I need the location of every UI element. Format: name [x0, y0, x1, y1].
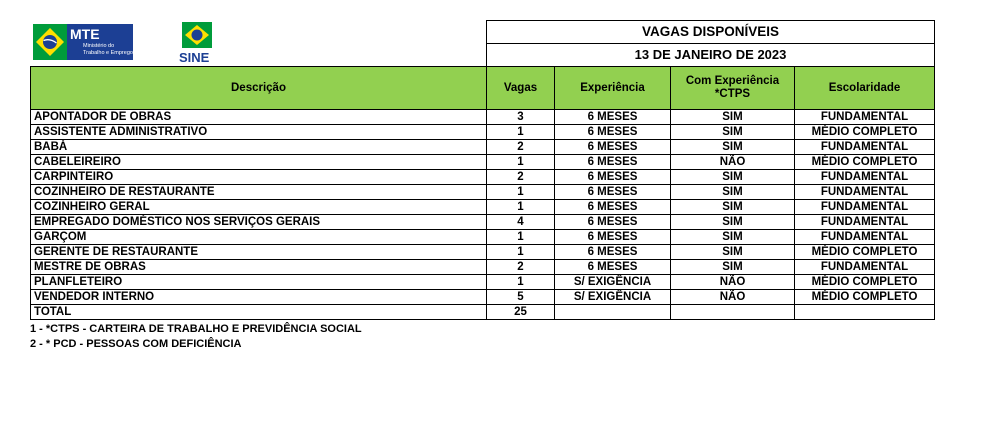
cell-escolaridade: FUNDAMENTAL	[795, 215, 935, 230]
cell-vagas: 1	[487, 185, 555, 200]
cell-experiencia: 6 MESES	[555, 215, 671, 230]
cell-ctps: SIM	[671, 200, 795, 215]
cell-ctps: SIM	[671, 125, 795, 140]
total-empty-cell	[555, 305, 671, 320]
table-row	[31, 125, 935, 140]
table-row	[31, 245, 935, 260]
cell-descricao: PLANFLETEIRO	[31, 275, 487, 290]
cell-vagas: 1	[487, 230, 555, 245]
table-row	[31, 155, 935, 170]
cell-descricao: VENDEDOR INTERNO	[31, 290, 487, 305]
footnotes	[30, 322, 934, 352]
table-row	[31, 170, 935, 185]
page-title: VAGAS DISPONÍVEIS	[487, 21, 934, 44]
mte-logo	[33, 24, 133, 60]
cell-experiencia: 6 MESES	[555, 170, 671, 185]
footnote-pcd: 2 - * PCD - PESSOAS COM DEFICIÊNCIA	[30, 338, 242, 350]
sine-logo-text: SINE	[179, 50, 210, 64]
total-row	[31, 305, 935, 320]
table-row	[31, 185, 935, 200]
cell-experiencia: 6 MESES	[555, 245, 671, 260]
cell-descricao: ASSISTENTE ADMINISTRATIVO	[31, 125, 487, 140]
cell-ctps: SIM	[671, 245, 795, 260]
cell-vagas: 4	[487, 215, 555, 230]
cell-escolaridade: MÉDIO COMPLETO	[795, 125, 935, 140]
table-row	[31, 200, 935, 215]
cell-ctps: SIM	[671, 170, 795, 185]
cell-experiencia: 6 MESES	[555, 260, 671, 275]
cell-descricao: CABELEIREIRO	[31, 155, 487, 170]
cell-escolaridade: FUNDAMENTAL	[795, 200, 935, 215]
cell-vagas: 1	[487, 155, 555, 170]
cell-experiencia: 6 MESES	[555, 140, 671, 155]
table-row	[31, 290, 935, 305]
table-row	[31, 260, 935, 275]
cell-vagas: 2	[487, 260, 555, 275]
cell-ctps: SIM	[671, 260, 795, 275]
cell-escolaridade: MÉDIO COMPLETO	[795, 155, 935, 170]
cell-descricao: COZINHEIRO DE RESTAURANTE	[31, 185, 487, 200]
title-box	[486, 20, 935, 66]
col-escolaridade: Escolaridade	[795, 67, 935, 110]
cell-ctps: NÃO	[671, 155, 795, 170]
table-row	[31, 275, 935, 290]
total-empty-cell	[671, 305, 795, 320]
table-row	[31, 110, 935, 125]
cell-descricao: EMPREGADO DOMÉSTICO NOS SERVIÇOS GERAIS	[31, 215, 487, 230]
table-row	[31, 140, 935, 155]
cell-escolaridade: FUNDAMENTAL	[795, 170, 935, 185]
cell-descricao: CARPINTEIRO	[31, 170, 487, 185]
cell-vagas: 5	[487, 290, 555, 305]
cell-escolaridade: FUNDAMENTAL	[795, 230, 935, 245]
cell-experiencia: 6 MESES	[555, 200, 671, 215]
table-body	[31, 110, 935, 305]
col-vagas: Vagas	[487, 67, 555, 110]
cell-vagas: 1	[487, 245, 555, 260]
cell-vagas: 2	[487, 170, 555, 185]
total-empty-cell	[795, 305, 935, 320]
vacancy-table	[30, 66, 935, 320]
cell-escolaridade: FUNDAMENTAL	[795, 110, 935, 125]
table-header-row	[31, 67, 935, 110]
cell-experiencia: 6 MESES	[555, 110, 671, 125]
table-row	[31, 230, 935, 245]
cell-ctps: NÃO	[671, 275, 795, 290]
cell-vagas: 1	[487, 125, 555, 140]
col-ctps	[671, 67, 795, 110]
cell-vagas: 3	[487, 110, 555, 125]
sheet-header	[30, 20, 934, 66]
cell-escolaridade: FUNDAMENTAL	[795, 140, 935, 155]
vacancy-sheet	[30, 20, 934, 352]
cell-descricao: APONTADOR DE OBRAS	[31, 110, 487, 125]
cell-vagas: 2	[487, 140, 555, 155]
sine-logo	[178, 22, 218, 64]
cell-vagas: 1	[487, 200, 555, 215]
cell-ctps: SIM	[671, 215, 795, 230]
col-ctps-line1: Com Experiência	[685, 75, 780, 87]
cell-descricao: GARÇOM	[31, 230, 487, 245]
cell-ctps: SIM	[671, 185, 795, 200]
total-vagas: 25	[487, 305, 555, 320]
table-row	[31, 215, 935, 230]
cell-descricao: BABÁ	[31, 140, 487, 155]
cell-descricao: MESTRE DE OBRAS	[31, 260, 487, 275]
col-descricao: Descrição	[31, 67, 487, 110]
logos-area	[30, 20, 486, 66]
cell-experiencia: 6 MESES	[555, 185, 671, 200]
cell-ctps: SIM	[671, 230, 795, 245]
col-experiencia: Experiência	[555, 67, 671, 110]
mte-logo-text: MTE	[70, 26, 100, 42]
cell-vagas: 1	[487, 275, 555, 290]
cell-escolaridade: FUNDAMENTAL	[795, 260, 935, 275]
cell-ctps: NÃO	[671, 290, 795, 305]
cell-ctps: SIM	[671, 140, 795, 155]
page-date: 13 DE JANEIRO DE 2023	[634, 47, 787, 62]
mte-logo-sub1: Ministério do	[83, 43, 115, 49]
col-ctps-line2: *CTPS	[714, 88, 751, 100]
cell-ctps: SIM	[671, 110, 795, 125]
cell-escolaridade: MÉDIO COMPLETO	[795, 290, 935, 305]
cell-experiencia: 6 MESES	[555, 125, 671, 140]
total-label: TOTAL	[31, 305, 487, 320]
cell-experiencia: S/ EXIGÊNCIA	[555, 275, 671, 290]
cell-escolaridade: MÉDIO COMPLETO	[795, 245, 935, 260]
cell-escolaridade: FUNDAMENTAL	[795, 185, 935, 200]
cell-escolaridade: MÉDIO COMPLETO	[795, 275, 935, 290]
cell-experiencia: 6 MESES	[555, 230, 671, 245]
cell-descricao: GERENTE DE RESTAURANTE	[31, 245, 487, 260]
footnote-ctps: 1 - *CTPS - CARTEIRA DE TRABALHO E PREVIDÊNCIA SOCIAL	[30, 323, 362, 335]
mte-logo-sub2: Trabalho e Emprego	[83, 50, 133, 56]
cell-descricao: COZINHEIRO GERAL	[31, 200, 487, 215]
cell-experiencia: S/ EXIGÊNCIA	[555, 290, 671, 305]
cell-experiencia: 6 MESES	[555, 155, 671, 170]
